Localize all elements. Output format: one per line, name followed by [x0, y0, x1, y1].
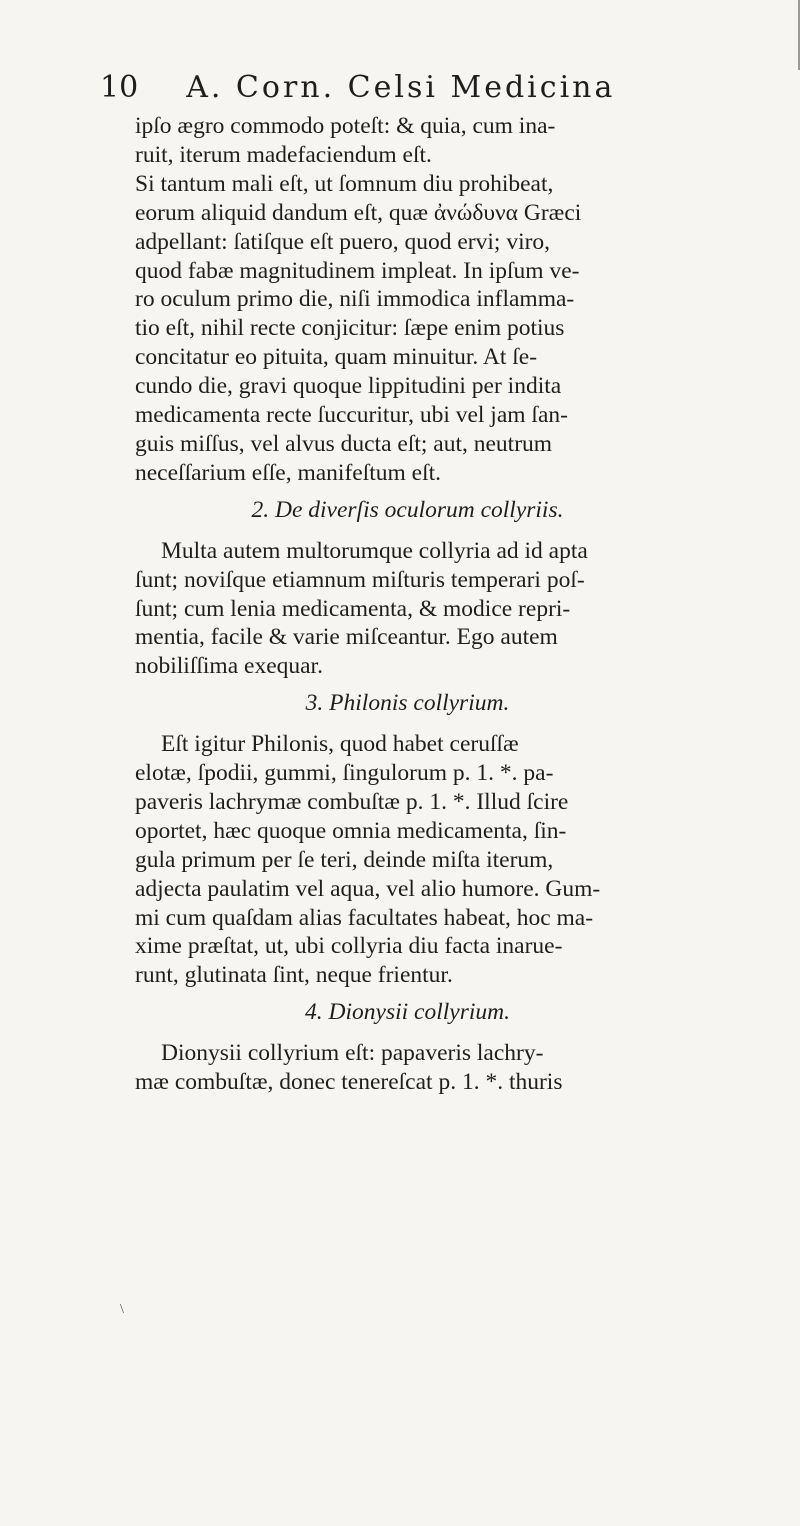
text-line: adjecta paulatim vel aqua, vel alio humore. Gum- [135, 875, 601, 902]
section-heading-4: 4. Dionysii collyrium. [305, 999, 510, 1026]
text-line: nobiliſſima exequar. [135, 653, 323, 680]
text-line: ruit, iterum madefaciendum eſt. [135, 141, 432, 168]
text-line: elotæ, ſpodii, gummi, ſingulorum p. 1. *. pa- [135, 760, 554, 787]
text-line: paveris lachrymæ combuſtæ p. 1. *. Illud ſcire [135, 788, 569, 815]
text-line: quod fabæ magnitudinem impleat. In ipſum ve- [135, 257, 580, 284]
running-title: A. Corn. Celsi Medicina [186, 70, 616, 105]
text-line: mi cum quaſdam alias facultates habeat, hoc ma- [135, 904, 594, 931]
text-line: Multa autem multorumque collyria ad id apta [161, 537, 588, 564]
margin-mark: \ [120, 1302, 124, 1317]
text-line: medicamenta recte ſuccuritur, ubi vel jam ſan- [135, 402, 568, 429]
text-line: neceſſarium eſſe, manifeſtum eſt. [135, 459, 442, 486]
text-line: Dionysii collyrium eſt: papaveris lachry- [161, 1040, 544, 1067]
text-line: tio eſt, nihil recte conjicitur: ſæpe enim potius [135, 315, 565, 342]
running-header [100, 70, 700, 105]
body-text [135, 112, 680, 1097]
text-line: ſunt; cum lenia medicamenta, & modice repri- [135, 595, 571, 622]
text-line: ipſo ægro commodo poteſt: & quia, cum ina- [135, 113, 556, 139]
text-line: mæ combuſtæ, donec tenereſcat p. 1. *. thuris [135, 1069, 563, 1096]
page-number: 10 [100, 70, 139, 105]
text-line: concitatur eo pituita, quam minuitur. At ſe- [135, 344, 538, 371]
text-line: Si tantum mali eſt, ut ſomnum diu prohibeat, [135, 170, 554, 197]
section-heading-2: 2. De diverſis oculorum collyriis. [251, 496, 564, 523]
section-heading-3: 3. Philonis collyrium. [305, 690, 510, 717]
paragraph-4 [135, 1039, 680, 1097]
paragraph-1 [135, 112, 680, 488]
text-line: eorum aliquid dandum eſt, quæ ἀνώδυνα Græci [135, 199, 582, 226]
text-line: runt, glutinata ſint, neque frientur. [135, 962, 453, 989]
text-line: Eſt igitur Philonis, quod habet ceruſſæ [161, 731, 519, 758]
text-line: mentia, facile & varie miſceantur. Ego autem [135, 624, 558, 651]
text-line: oportet, hæc quoque omnia medicamenta, ſin- [135, 817, 567, 844]
text-line: guis miſſus, vel alvus ducta eſt; aut, neutrum [135, 430, 553, 457]
text-line: ro oculum primo die, niſi immodica inflamma- [135, 286, 575, 313]
text-line: ſunt; noviſque etiamnum miſturis temperari poſ- [135, 566, 585, 593]
paragraph-2 [135, 537, 680, 682]
text-line: adpellant: ſatiſque eſt puero, quod ervi; viro, [135, 228, 551, 255]
paragraph-3 [135, 730, 680, 990]
text-line: gula primum per ſe teri, deinde miſta iterum, [135, 846, 554, 873]
text-line: cundo die, gravi quoque lippitudini per indita [135, 373, 562, 400]
text-line: xime præſtat, ut, ubi collyria diu facta inarue- [135, 933, 563, 960]
